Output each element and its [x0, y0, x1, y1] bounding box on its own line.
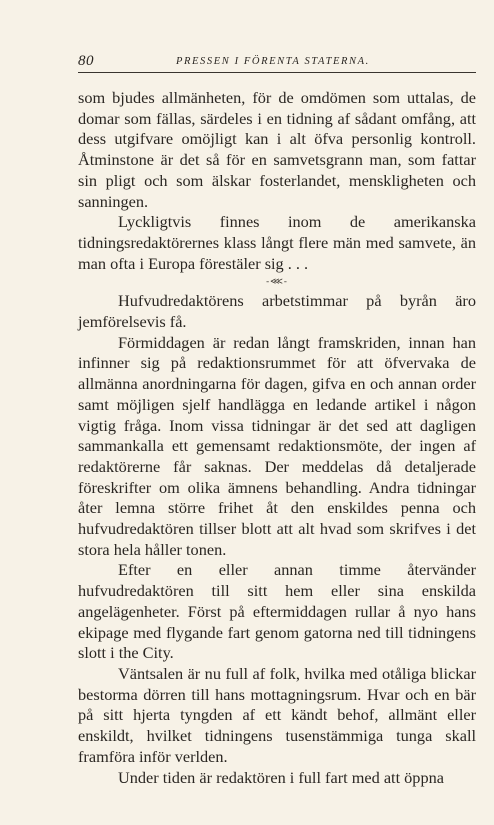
paragraph-6: Väntsalen är nu full af folk, hvilka med otåliga blickar bestorma dörren till hans mottagningsrum. Hvar och en bär på sitt hjerta tyngden af ett kändt behof, allmänt eller enskildt, hvilket tidningens tusenstämmiga tunga skall framföra inför verlden. [78, 663, 476, 766]
running-head-title: PRESSEN I FÖRENTA STATERNA. [176, 56, 370, 67]
section-ornament: -⋘- [266, 276, 288, 287]
page-number: 80 [78, 53, 94, 69]
paragraph-2: Lyckligtvis finnes inom de amerikanska tidningsredaktörernes klass långt flere män med samvete, än man ofta i Europa förestäler sig . . . [78, 212, 476, 273]
running-head [78, 53, 476, 73]
paragraph-4: Förmiddagen är redan långt framskriden, innan han infinner sig på redaktionsrummet för att öfvervaka de allmänna anordningarna för dagen, gifva en och annan order samt möjligen sjelf handlägga en ledande artikel i någon vigtig fråga. Inom vissa tidningar är det sed att dagligen sammankalla ett gemensamt redaktionsmöte, der ingen af redaktörerne får saknas. Der meddelas då detaljerade föreskrifter om olika ämnens behandling. Andra tidningar åter lemna större frihet åt den enskildes penna och hufvudredaktören tillser blott att alt hvad som skrifves i det stora hela håller tonen. [78, 332, 476, 559]
header-rule [78, 72, 476, 73]
paragraph-1: som bjudes allmänheten, för de omdömen som uttalas, de domar som fällas, särdeles i en tidning af sådant omfång, att dess utgifvare omöjligt kan i alt öfva personlig kontroll. Åtminstone är det så för en samvetsgrann man, som fattar sin pligt och som älskar fosterlandet, menskligheten och sanningen. [78, 88, 476, 211]
paragraph-3: Hufvudredaktörens arbetstimmar på byrån äro jemförelsevis få. [78, 291, 476, 332]
paragraph-7: Under tiden är redaktören i full fart med att öppna [118, 767, 444, 787]
paragraph-5: Efter en eller annan timme återvänder hufvudredaktören till sitt hem eller sina enskilda angelägenheter. Först på eftermiddagen rullar å nyo hans ekipage med flygande fart genom gatorna ned till tidningens slott i the City. [78, 560, 476, 663]
page-body [78, 88, 476, 788]
